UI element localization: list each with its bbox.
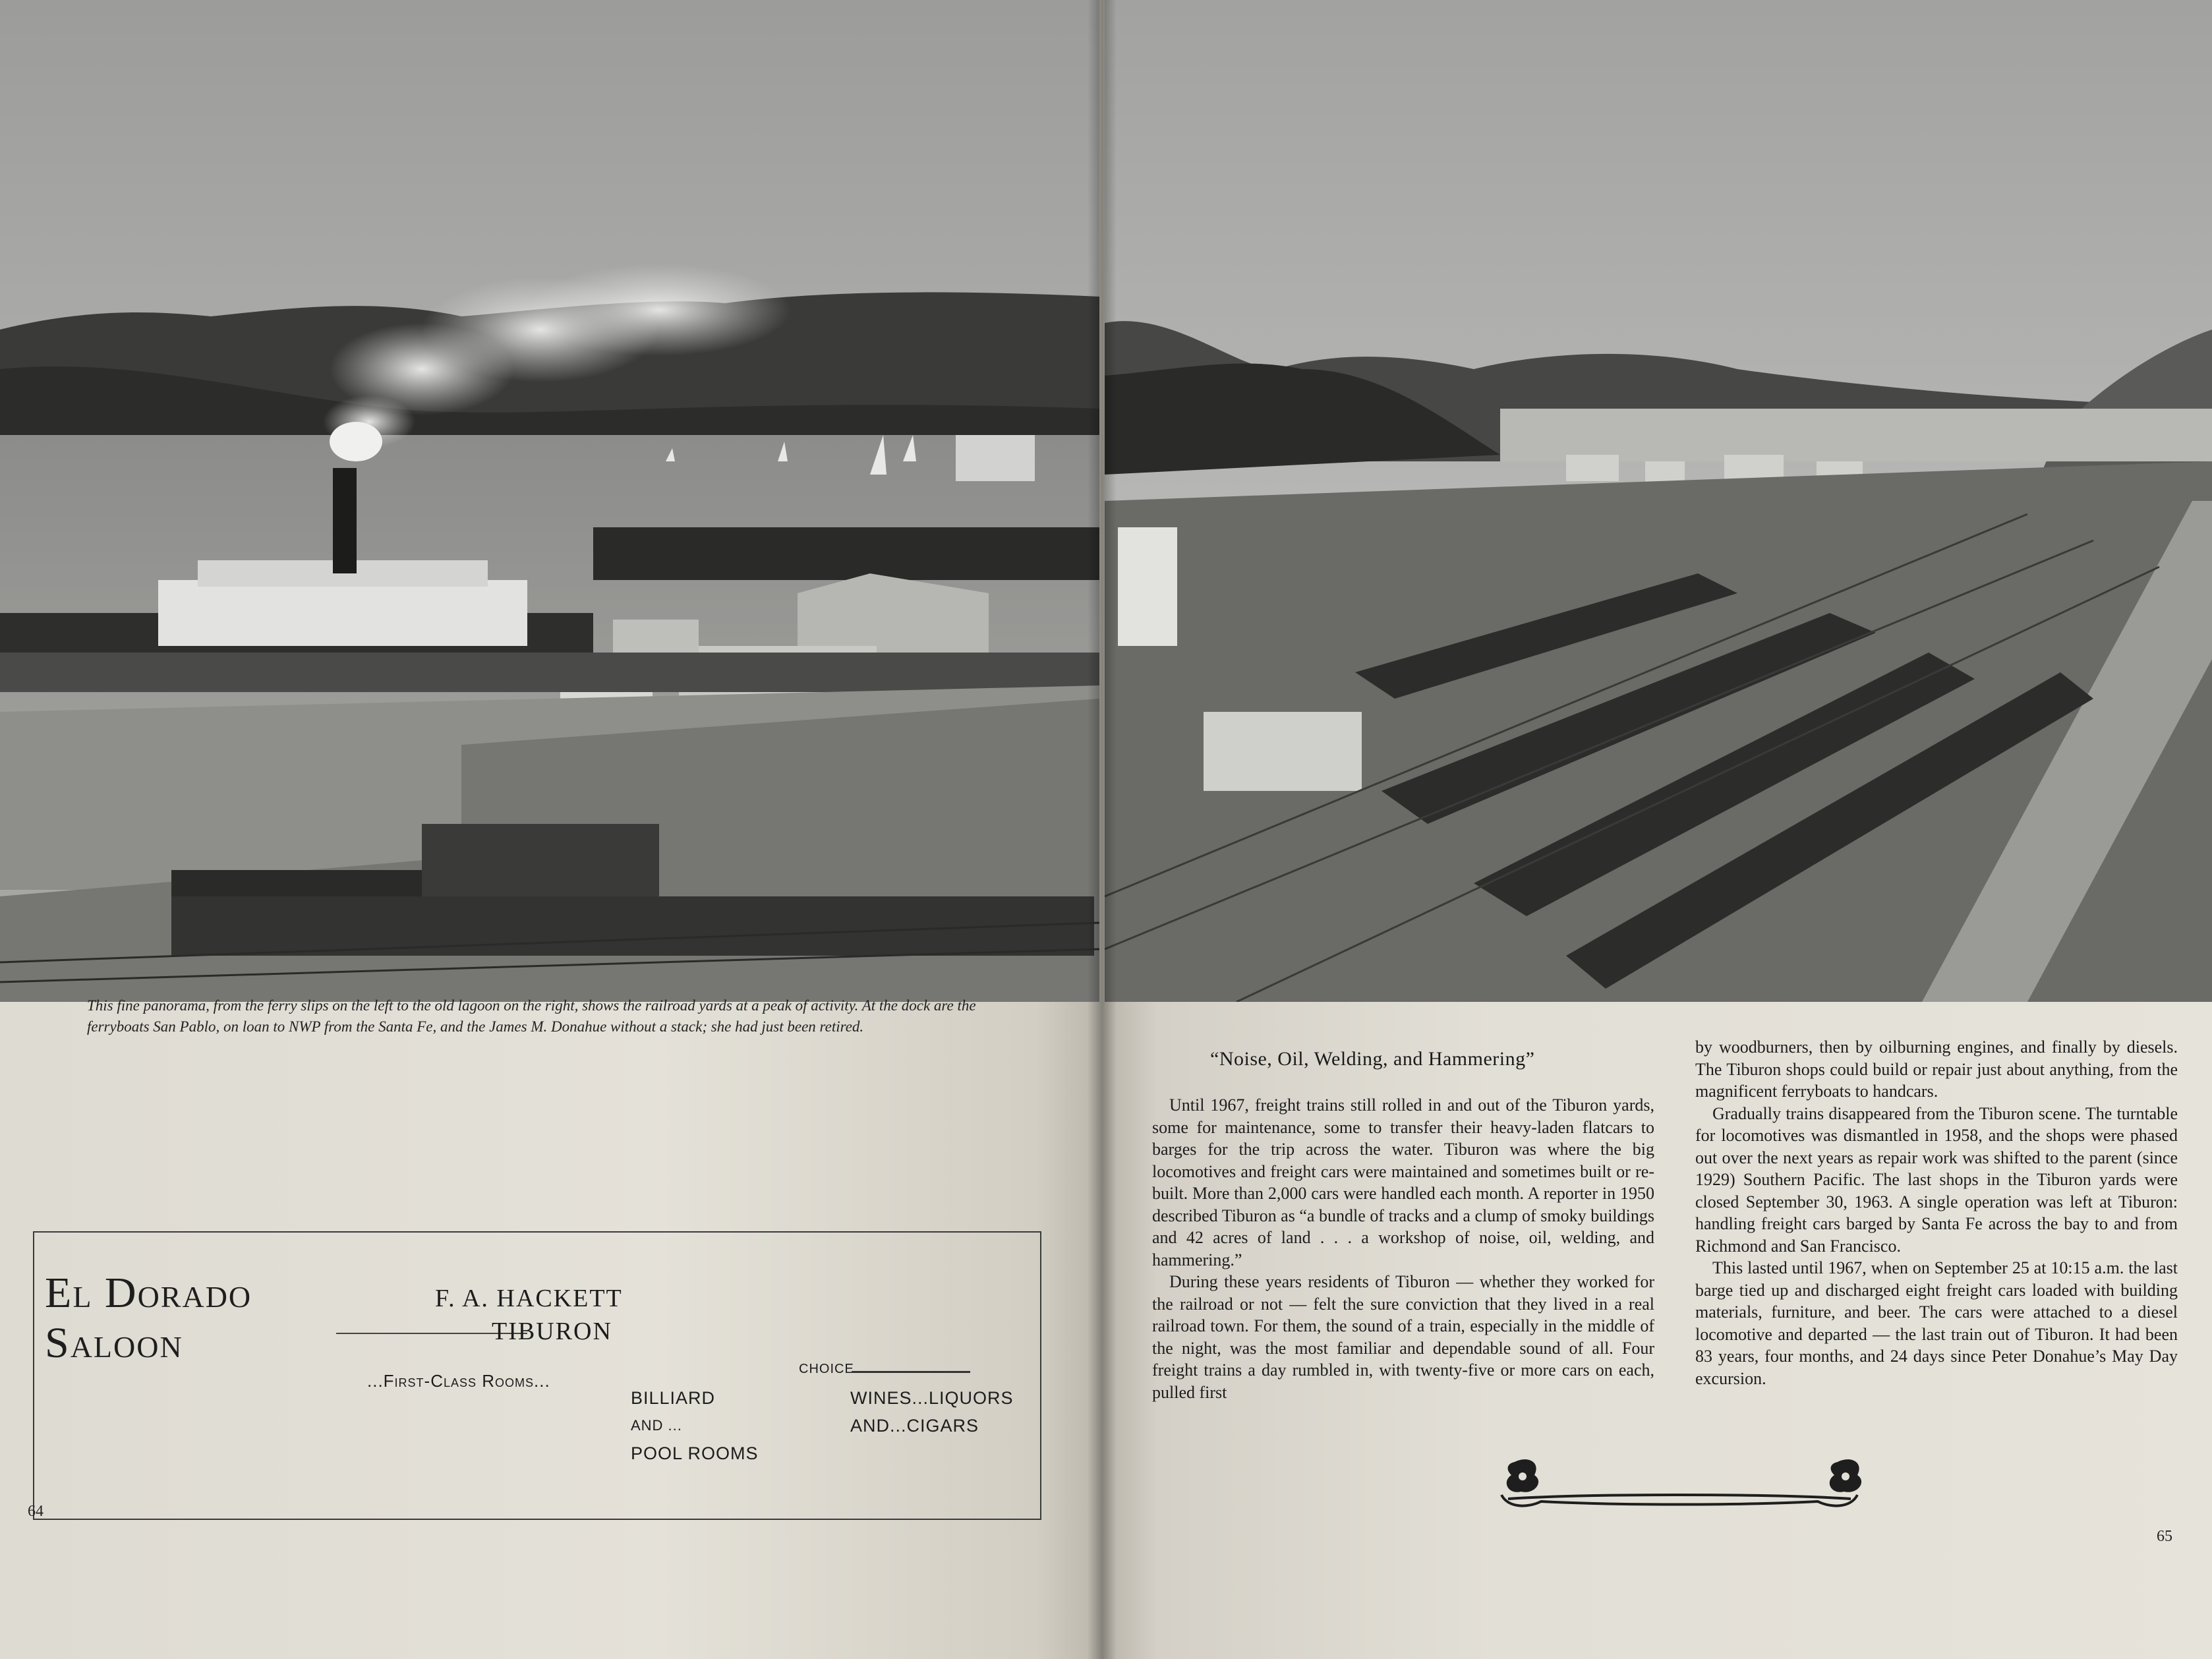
floral-ornament-icon [1488, 1455, 1871, 1515]
book-gutter [1088, 0, 1117, 1659]
ad-title-line2: Saloon [45, 1319, 183, 1367]
ad-billiard [631, 1384, 759, 1467]
ad-billiard-line2: AND ... [631, 1417, 682, 1434]
photo-caption: This fine panorama, from the ferry slips on the left to the old lagoon on the right, shows the railroad yards at a peak of activity. At the dock are the ferryboats San Pablo, on loan to NWP from the Santa Fe, and the James M. Donahue without a stack; she had just been retired. [87, 997, 976, 1035]
article-paragraph: During these years residents of Tiburon — whether they worked for the railroad or not — felt the sure conviction that they lived in a real railroad town. For them, the sound of a train, especially in the middle of the night, was the most familiar and dependable sound of all. Four freight trains a day rumbled in, with twenty-five or more cars on each, pulled first [1152, 1272, 1654, 1402]
page-number-left: 64 [28, 1503, 44, 1520]
article-column-2 [1695, 1036, 2178, 1389]
article-paragraph: Until 1967, freight trains still rolled in and out of the Tiburon yards, some for maintenance, some to transfer their heavy-laden flatcars to barges for the trip across the water. Tiburon was where the big locomotives and freight cars were maintained and sometimes built or re-built. More than 2,000 cars were handled each month. A reporter in 1950 described Tiburon as “a bundle of tracks and a clump of smoky buildings and 42 acres of land . . . a workshop of noise, oil, welding, and hammering.” [1152, 1095, 1654, 1269]
ad-town: TIBURON [492, 1318, 612, 1345]
article-column-1 [1152, 1094, 1654, 1403]
panorama-photo-right [1105, 0, 2212, 1002]
article-paragraph: This lasted until 1967, when on September 25 at 10:15 a.m. the last barge tied up and discharged eight freight cars loaded with building materials, furniture, and beer. The cars were attached to a diesel locomotive and departed — the last train out of Tiburon. It had been 83 years, four months, and 24 days since Peter Donahue’s May Day excursion. [1695, 1258, 2178, 1388]
ad-rule-choice [852, 1371, 970, 1373]
el-dorado-saloon-ad [33, 1231, 1041, 1520]
ad-rooms: ...First-Class Rooms... [367, 1371, 550, 1391]
ad-proprietor: F. A. HACKETT [435, 1285, 623, 1312]
panorama-photo-left [0, 0, 1099, 1002]
ad-billiard-line1: BILLIARD [631, 1388, 716, 1408]
ad-wines-line1: WINES...LIQUORS [850, 1388, 1014, 1408]
ad-wines-line2: AND...CIGARS [850, 1416, 979, 1436]
article-paragraph: by woodburners, then by oilburning engines, and finally by diesels. The Tiburon shops could build or repair just about anything, from the magnificent ferryboats to handcars. [1695, 1037, 2178, 1101]
ad-billiard-line3: POOL ROOMS [631, 1443, 759, 1463]
ad-title-line1: El Dorado [45, 1269, 252, 1317]
page-number-right: 65 [2157, 1528, 2172, 1545]
ad-wines [850, 1384, 1014, 1440]
article-paragraph: Gradually trains disappeared from the Tiburon scene. The turntable for locomotives was dismantled in 1958, and the shops were phased out over the next years as repair work was shifted to the parent (since 1929) Southern Pacific. The last shops in the Tiburon yards were closed September 30, 1963. A single operation was left at Tiburon: handling freight cars barged by Santa Fe across the bay to and from Richmond and San Francisco. [1695, 1103, 2178, 1256]
ad-choice: CHOICE [799, 1362, 854, 1376]
ad-title [45, 1268, 252, 1368]
article-heading: “Noise, Oil, Welding, and Hammering” [1210, 1048, 1535, 1070]
